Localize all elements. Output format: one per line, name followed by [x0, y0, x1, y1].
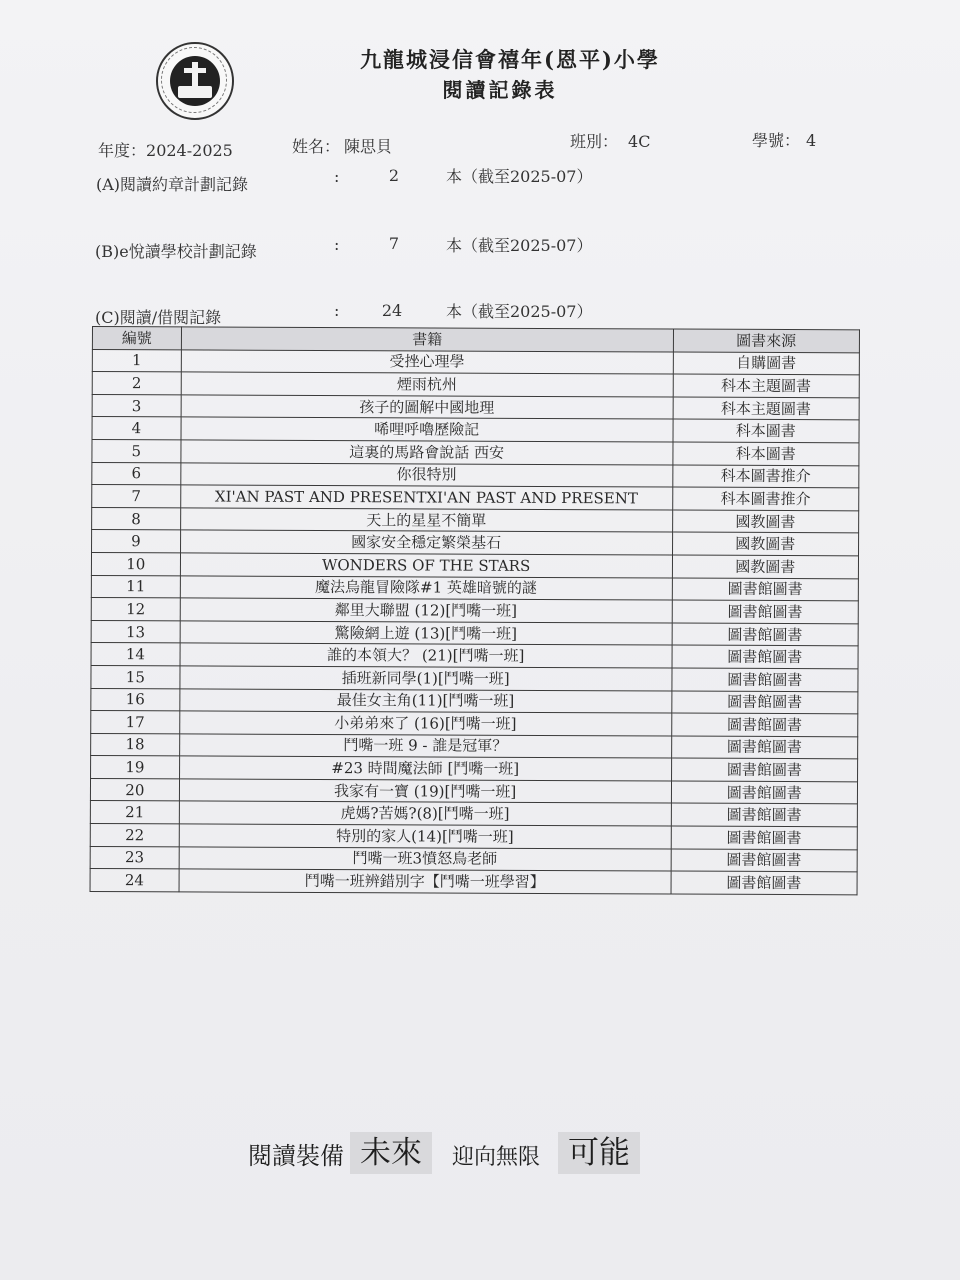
row-source-cell: 圖書館圖書: [672, 645, 859, 668]
name-value: 陳思貝: [344, 137, 393, 156]
row-source-cell: 圖書館圖書: [671, 668, 858, 691]
row-number-cell: 21: [90, 801, 179, 824]
year-label: 年度：: [98, 141, 147, 160]
student-number-field: [752, 128, 816, 151]
table-header-row: [92, 327, 859, 353]
row-source-cell: 圖書館圖書: [672, 600, 859, 623]
row-source-cell: 自購圖書: [673, 352, 860, 375]
table-row: [91, 620, 858, 646]
row-book-title-cell: 國家安全穩定繁榮基石: [180, 530, 672, 555]
table-row: [92, 349, 859, 375]
year-value: 2024-2025: [146, 141, 233, 160]
row-number-cell: 13: [91, 620, 180, 643]
year-field: [98, 138, 233, 161]
row-source-cell: 圖書館圖書: [671, 826, 858, 849]
row-book-title-cell: 小弟弟來了 (16)[鬥嘴一班]: [179, 711, 671, 736]
row-number-cell: 17: [91, 711, 180, 734]
header-book: 書籍: [181, 327, 673, 352]
row-book-title-cell: XI'AN PAST AND PRESENTXI'AN PAST AND PRESENT: [180, 485, 672, 510]
row-number-cell: 15: [91, 665, 180, 688]
row-source-cell: 科本主題圖書: [673, 374, 860, 397]
table-row: [92, 439, 859, 465]
book-record-table: [90, 326, 860, 895]
school-logo-icon: [156, 42, 234, 120]
class-label: 班別：: [570, 132, 619, 151]
row-book-title-cell: 虎媽?苦媽?(8)[鬥嘴一班]: [179, 801, 671, 826]
row-number-cell: 2: [92, 372, 181, 395]
form-title: 閱讀記錄表: [442, 78, 558, 102]
row-book-title-cell: WONDERS OF THE STARS: [180, 553, 672, 578]
row-number-cell: 20: [90, 778, 179, 801]
row-number-cell: 19: [91, 756, 180, 779]
record-b-suffix: 本（截至2025-07）: [446, 236, 593, 255]
row-number-cell: 11: [91, 575, 180, 598]
row-number-cell: 3: [92, 394, 181, 417]
table-row: [91, 688, 858, 714]
table-row: [91, 733, 858, 759]
record-a-suffix: 本（截至2025-07）: [446, 167, 593, 186]
row-source-cell: 圖書館圖書: [671, 803, 858, 826]
row-book-title-cell: 魔法烏龍冒險隊#1 英雄暗號的謎: [180, 575, 672, 600]
row-book-title-cell: #23 時間魔法師 [鬥嘴一班]: [179, 756, 671, 781]
row-book-title-cell: 你很特別: [181, 462, 673, 487]
row-number-cell: 23: [90, 846, 179, 869]
row-number-cell: 12: [91, 598, 180, 621]
row-book-title-cell: 插班新同學(1)[鬥嘴一班]: [180, 666, 672, 691]
row-source-cell: 圖書館圖書: [671, 758, 858, 781]
table-body: [90, 349, 859, 895]
table-row: [92, 417, 859, 443]
table-row: [91, 665, 858, 691]
row-source-cell: 科本圖書推介: [672, 465, 859, 488]
row-number-cell: 6: [92, 462, 181, 485]
table-row: [91, 711, 858, 737]
row-book-title-cell: 鬥嘴一班3憤怒鳥老師: [179, 847, 671, 872]
row-source-cell: 科本主題圖書: [673, 397, 860, 420]
row-source-cell: 科本圖書推介: [672, 487, 859, 510]
row-source-cell: 國教圖書: [672, 532, 859, 555]
row-book-title-cell: 誰的本領大？ (21)[鬥嘴一班]: [180, 643, 672, 668]
table-row: [92, 372, 859, 398]
table-row: [90, 824, 857, 850]
row-source-cell: 國教圖書: [672, 510, 859, 533]
row-book-title-cell: 最佳女主角(11)[鬥嘴一班]: [180, 688, 672, 713]
record-c-count: 24: [381, 301, 403, 320]
row-book-title-cell: 驚險網上遊 (13)[鬥嘴一班]: [180, 621, 672, 646]
class-value: 4C: [628, 132, 651, 151]
table-row: [91, 643, 858, 669]
row-number-cell: 7: [92, 485, 181, 508]
row-book-title-cell: 唏哩呼嚕歷險記: [181, 417, 673, 442]
slogan-part-3: 迎向無限: [452, 1145, 541, 1170]
row-book-title-cell: 鬥嘴一班 9 - 誰是冠軍？: [179, 734, 671, 759]
school-name: 九龍城浸信會禧年(恩平)小學: [360, 47, 660, 72]
row-book-title-cell: 受挫心理學: [181, 349, 673, 374]
record-a-label: (A)閱讀約章計劃記錄: [96, 175, 249, 194]
row-source-cell: 科本圖書: [673, 419, 860, 442]
row-number-cell: 5: [92, 439, 181, 462]
slogan-part-1: 閱讀裝備: [248, 1142, 344, 1170]
row-book-title-cell: 這裏的馬路會說話 西安: [181, 440, 673, 465]
row-number-cell: 4: [92, 417, 181, 440]
number-label: 學號：: [752, 131, 801, 150]
table-row: [91, 575, 858, 601]
row-book-title-cell: 孩子的圖解中國地理: [181, 395, 673, 420]
row-number-cell: 18: [91, 733, 180, 756]
row-number-cell: 16: [91, 688, 180, 711]
row-source-cell: 科本圖書: [672, 442, 859, 465]
header-source: 圖書來源: [673, 329, 860, 352]
record-b-label: (B)e悅讀學校計劃記錄: [95, 242, 257, 261]
row-book-title-cell: 煙雨杭州: [181, 372, 673, 397]
row-source-cell: 國教圖書: [672, 555, 859, 578]
table-row: [92, 394, 859, 420]
slogan-part-4: 可能: [558, 1132, 640, 1174]
table-row: [92, 530, 859, 556]
table-row: [92, 507, 859, 533]
header-number: 編號: [92, 327, 181, 350]
row-book-title-cell: 鬥嘴一班辨錯別字【鬥嘴一班學習】: [179, 869, 671, 894]
record-c-label: (C)閱讀/借閱記錄: [95, 308, 222, 327]
table-row: [91, 756, 858, 782]
table-row: [91, 552, 858, 578]
row-book-title-cell: 天上的星星不簡單: [180, 508, 672, 533]
record-b-colon: :: [334, 235, 340, 254]
row-number-cell: 24: [90, 869, 179, 892]
table-row: [90, 778, 857, 804]
table-row: [91, 598, 858, 624]
row-number-cell: 9: [92, 530, 181, 553]
row-number-cell: 8: [92, 507, 181, 530]
slogan-part-2: 未來: [350, 1132, 432, 1174]
row-source-cell: 圖書館圖書: [671, 691, 858, 714]
class-field: [570, 129, 650, 152]
row-number-cell: 14: [91, 643, 180, 666]
row-number-cell: 22: [90, 824, 179, 847]
table-row: [92, 462, 859, 488]
row-source-cell: 圖書館圖書: [671, 871, 858, 894]
record-c-suffix: 本（截至2025-07）: [446, 302, 593, 321]
row-book-title-cell: 鄰里大聯盟 (12)[鬥嘴一班]: [180, 598, 672, 623]
record-b-count: 7: [388, 234, 400, 253]
row-number-cell: 10: [91, 552, 180, 575]
name-field: [292, 134, 392, 157]
row-source-cell: 圖書館圖書: [672, 623, 859, 646]
record-a-count: 2: [388, 166, 400, 185]
record-a-colon: :: [334, 167, 340, 186]
table-row: [92, 485, 859, 511]
record-c-colon: :: [334, 301, 340, 320]
row-source-cell: 圖書館圖書: [672, 578, 859, 601]
name-label: 姓名：: [292, 137, 341, 156]
row-source-cell: 圖書館圖書: [671, 713, 858, 736]
number-value: 4: [806, 131, 817, 150]
row-source-cell: 圖書館圖書: [671, 736, 858, 759]
row-book-title-cell: 我家有一寶 (19)[鬥嘴一班]: [179, 779, 671, 804]
row-source-cell: 圖書館圖書: [671, 849, 858, 872]
table-row: [90, 869, 857, 895]
table-row: [90, 846, 857, 872]
row-book-title-cell: 特別的家人(14)[鬥嘴一班]: [179, 824, 671, 849]
table-row: [90, 801, 857, 827]
row-source-cell: 圖書館圖書: [671, 781, 858, 804]
row-number-cell: 1: [92, 349, 181, 372]
